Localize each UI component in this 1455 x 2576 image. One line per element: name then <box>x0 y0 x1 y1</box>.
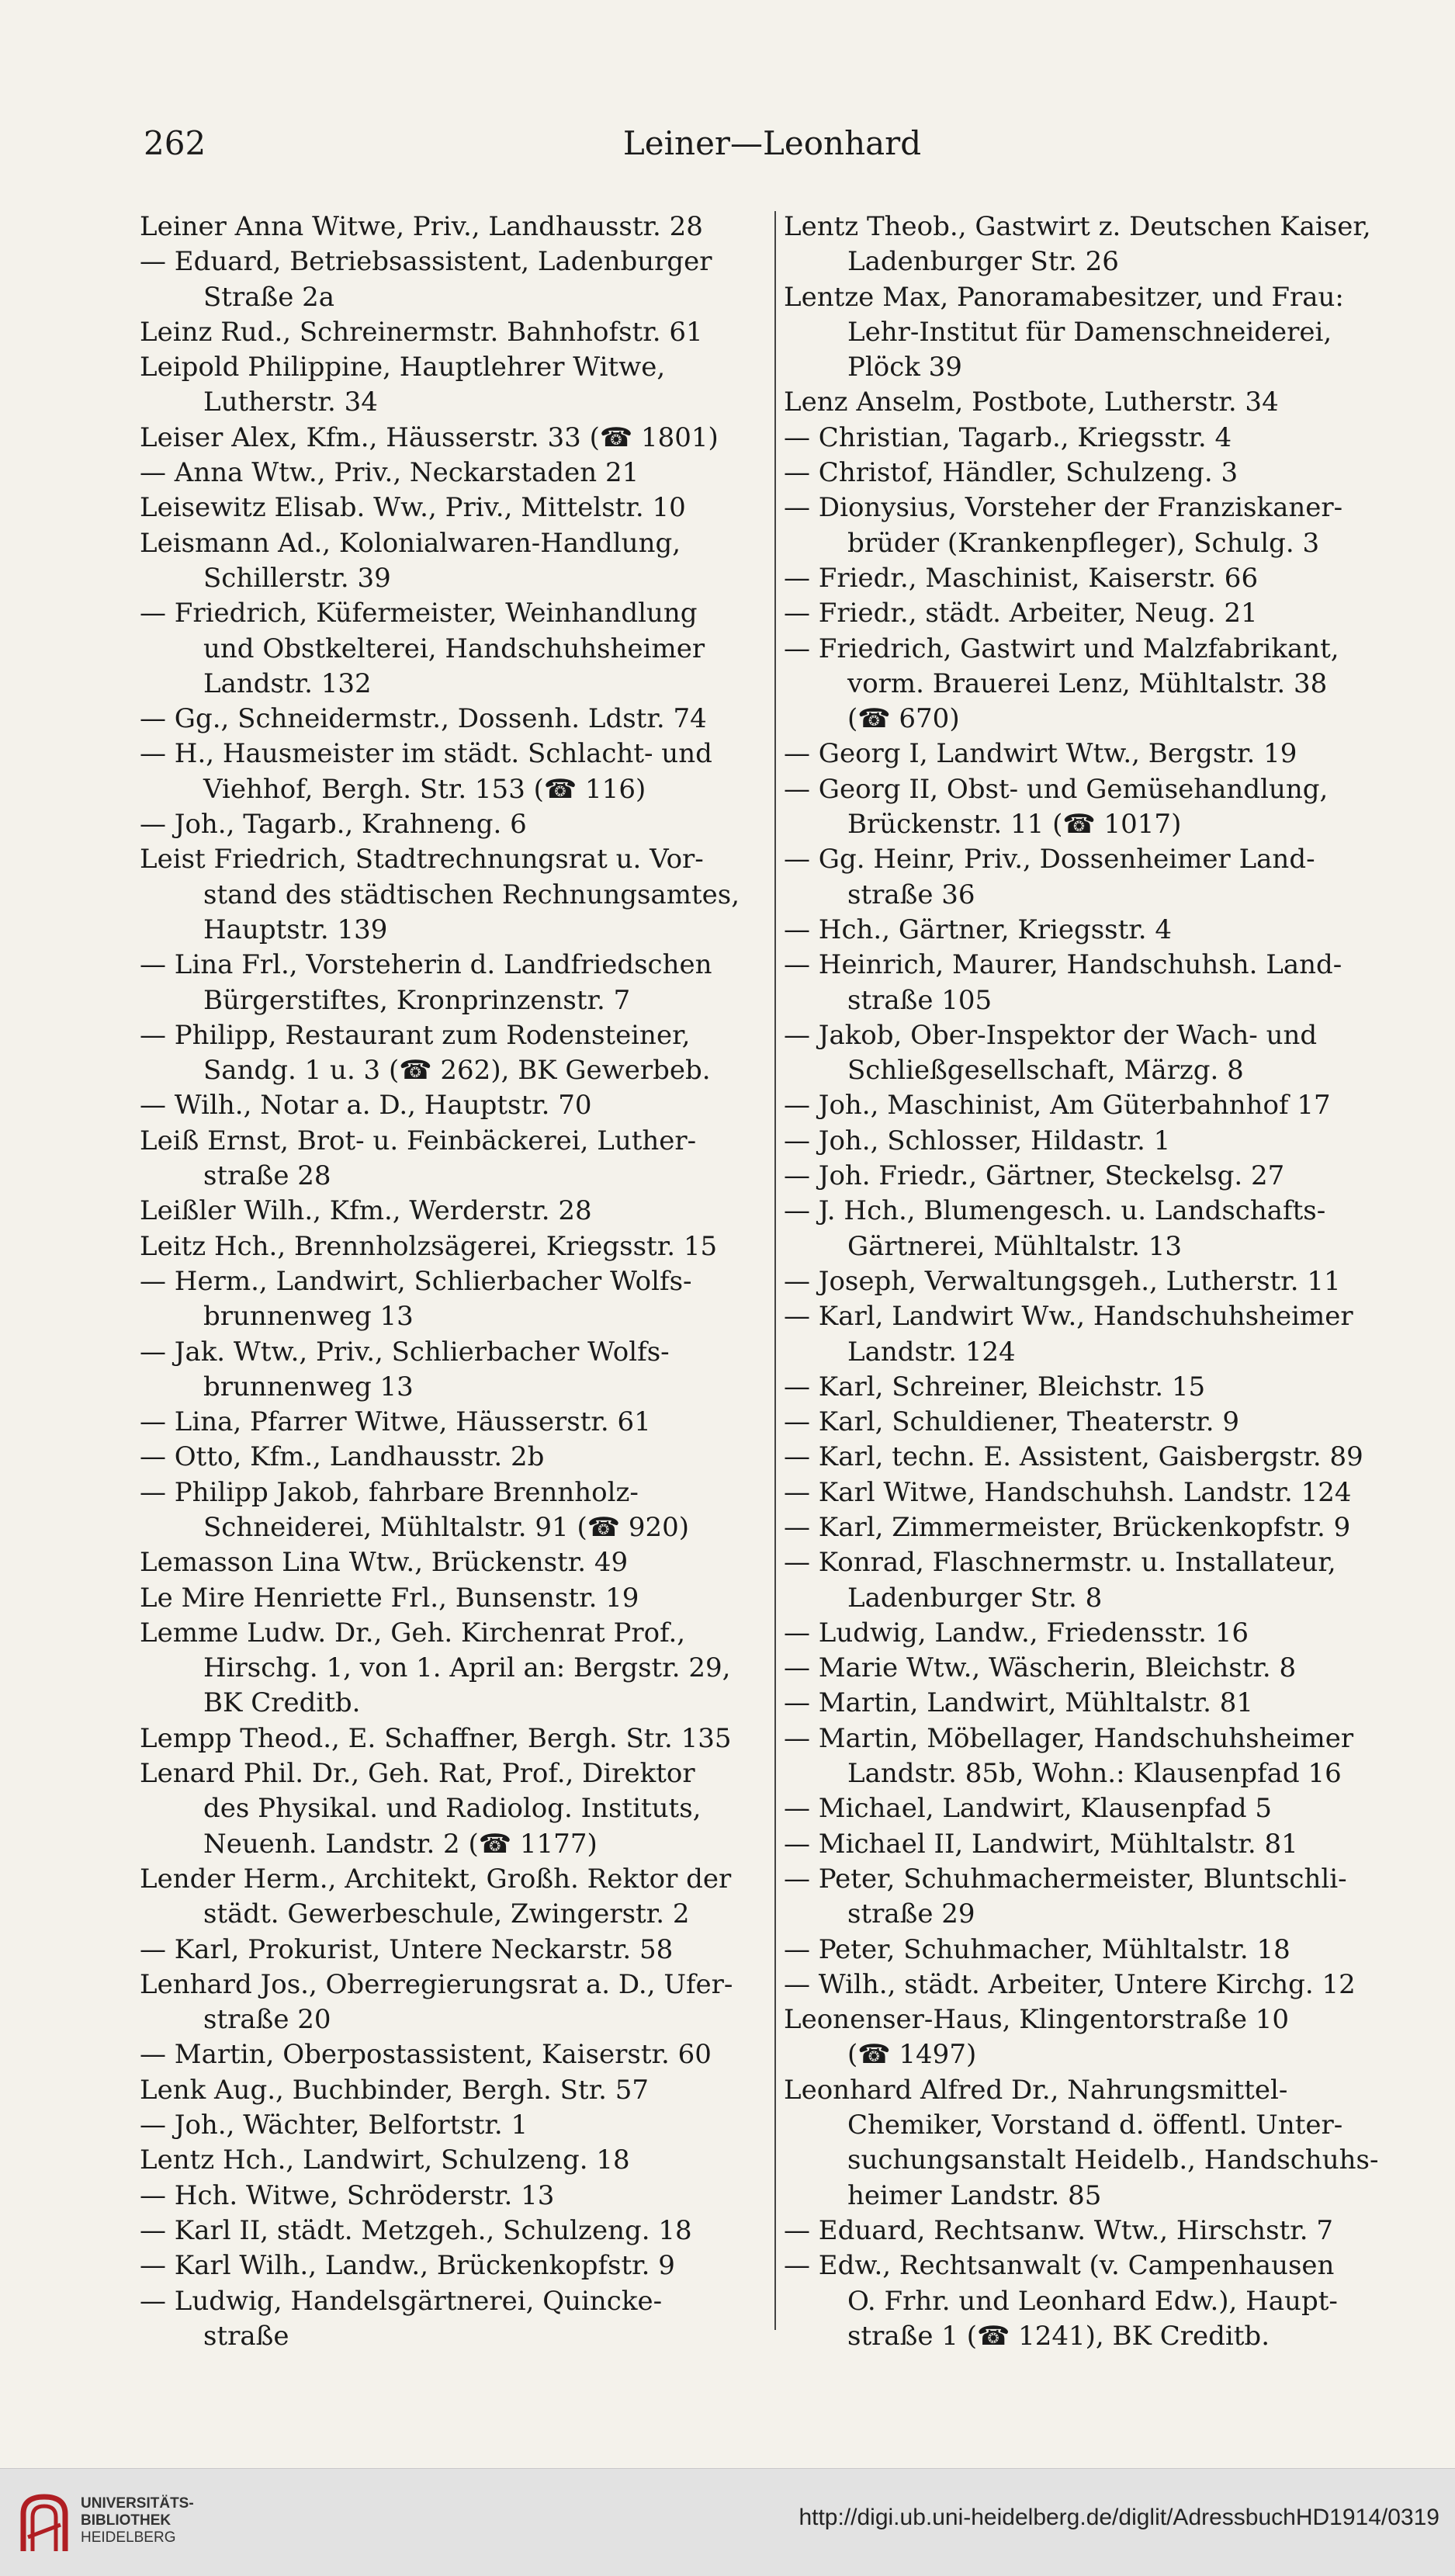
directory-entry-line: Le Mire Henriette Frl., Bunsenstr. 19 <box>140 1582 639 1614</box>
directory-entry-line: — Karl, Schreiner, Bleichstr. 15 <box>784 1371 1206 1402</box>
directory-entry-line: straße 1 (☎ 1241), BK Creditb. <box>847 2320 1270 2352</box>
left-column <box>140 210 768 2354</box>
directory-entry-line: Lenard Phil. Dr., Geh. Rat, Prof., Direktor <box>140 1758 695 1790</box>
directory-entry-line: — Joh., Wächter, Belfortstr. 1 <box>140 2110 528 2141</box>
directory-entry-line: — Marie Wtw., Wäscherin, Bleichstr. 8 <box>784 1652 1297 1684</box>
directory-entry-line: — Martin, Oberpostassistent, Kaiserstr. 60 <box>140 2039 712 2071</box>
directory-entry-line: Plöck 39 <box>847 352 962 383</box>
directory-entry-line: — Wilh., Notar a. D., Hauptstr. 70 <box>140 1090 592 1122</box>
directory-entry-line: Leismann Ad., Kolonialwaren-Handlung, <box>140 527 681 559</box>
directory-entry-line: — J. Hch., Blumengesch. u. Landschafts- <box>784 1195 1326 1227</box>
directory-entry-line: — Hch. Witwe, Schröderstr. 13 <box>140 2179 555 2211</box>
directory-entry-line: — Martin, Landwirt, Mühltalstr. 81 <box>784 1687 1254 1719</box>
directory-entry-line: — Ludwig, Handelsgärtnerei, Quincke- <box>140 2285 663 2317</box>
directory-entry-line: — Georg I, Landwirt Wtw., Bergstr. 19 <box>784 738 1297 770</box>
footer-bar <box>0 2468 1455 2576</box>
directory-entry-line: Lemasson Lina Wtw., Brückenstr. 49 <box>140 1547 629 1579</box>
right-column <box>784 210 1405 2354</box>
directory-entry-line: — Dionysius, Vorsteher der Franziskaner- <box>784 492 1343 524</box>
directory-entry-line: Landstr. 85b, Wohn.: Klausenpfad 16 <box>847 1758 1342 1790</box>
directory-entry-line: Lenk Aug., Buchbinder, Bergh. Str. 57 <box>140 2074 650 2106</box>
directory-entry-line: — Gg. Heinr, Priv., Dossenheimer Land- <box>784 844 1315 875</box>
directory-entry-line: — Lina, Pfarrer Witwe, Häusserstr. 61 <box>140 1406 651 1438</box>
directory-entry-line: — Ludwig, Landw., Friedensstr. 16 <box>784 1617 1249 1649</box>
directory-entry-line: Leiß Ernst, Brot- u. Feinbäckerei, Luther- <box>140 1125 697 1156</box>
directory-entry-line: — Georg II, Obst- und Gemüsehandlung, <box>784 773 1329 805</box>
directory-entry-line: — Anna Wtw., Priv., Neckarstaden 21 <box>140 457 639 489</box>
directory-entry-line: straße 105 <box>847 984 993 1016</box>
directory-entry-line: — Karl, Zimmermeister, Brückenkopfstr. 9 <box>784 1511 1351 1543</box>
directory-entry-line: — Christof, Händler, Schulzeng. 3 <box>784 457 1238 489</box>
directory-entry-line: Lender Herm., Architekt, Großh. Rektor der <box>140 1863 732 1895</box>
directory-entry-line: und Obstkelterei, Handschuhsheimer <box>203 633 705 664</box>
directory-entry-line: straße 29 <box>847 1898 975 1930</box>
directory-entry-line: (☎ 670) <box>847 703 960 735</box>
directory-entry-line: brunnenweg 13 <box>203 1371 414 1402</box>
directory-entry-line: — Karl II, städt. Metzgeh., Schulzeng. 18 <box>140 2214 692 2246</box>
directory-entry-line: Leiner Anna Witwe, Priv., Landhausstr. 28 <box>140 211 703 242</box>
directory-entry-line: — Friedr., städt. Arbeiter, Neug. 21 <box>784 598 1258 629</box>
directory-entry-line: Bürgerstiftes, Kronprinzenstr. 7 <box>203 984 631 1016</box>
directory-entry-line: Leist Friedrich, Stadtrechnungsrat u. Vor- <box>140 844 704 875</box>
logo-line: HEIDELBERG <box>81 2529 176 2546</box>
directory-entry-line: — Friedrich, Küfermeister, Weinhandlung <box>140 598 698 629</box>
directory-entry-line: heimer Landstr. 85 <box>847 2179 1102 2211</box>
directory-entry-line: Hirschg. 1, von 1. April an: Bergstr. 29, <box>203 1652 731 1684</box>
directory-entry-line: — Karl, techn. E. Assistent, Gaisbergstr. 89 <box>784 1441 1363 1473</box>
directory-entry-line: Leonenser-Haus, Klingentorstraße 10 <box>784 2004 1290 2036</box>
directory-entry-line: Lenhard Jos., Oberregierungsrat a. D., Ufer- <box>140 1968 733 2000</box>
directory-entry-line: — Jak. Wtw., Priv., Schlierbacher Wolfs- <box>140 1336 670 1368</box>
source-url-link[interactable]: http://digi.ub.uni-heidelberg.de/diglit/AdressbuchHD1914/0319 <box>799 2505 1439 2530</box>
directory-entry-line: Schneiderei, Mühltalstr. 91 (☎ 920) <box>203 1511 690 1543</box>
directory-entry-line: — Eduard, Rechtsanw. Wtw., Hirschstr. 7 <box>784 2214 1333 2246</box>
directory-entry-line: vorm. Brauerei Lenz, Mühltalstr. 38 <box>847 667 1328 699</box>
directory-entry-line: Leisewitz Elisab. Ww., Priv., Mittelstr. 10 <box>140 492 686 524</box>
directory-entry-line: Lenz Anselm, Postbote, Lutherstr. 34 <box>784 387 1279 418</box>
library-logo-text[interactable] <box>81 2495 194 2547</box>
directory-entry-line: Hauptstr. 139 <box>203 914 388 945</box>
directory-entry-line: — Edw., Rechtsanwalt (v. Campenhausen <box>784 2250 1335 2282</box>
directory-entry-line: Ladenburger Str. 26 <box>847 246 1119 278</box>
logo-line: BIBLIOTHEK <box>81 2512 171 2529</box>
directory-entry-line: — Joseph, Verwaltungsgeh., Lutherstr. 11 <box>784 1265 1341 1297</box>
directory-entry-line: — Christian, Tagarb., Kriegsstr. 4 <box>784 421 1232 453</box>
directory-entry-line: — Karl Wilh., Landw., Brückenkopfstr. 9 <box>140 2250 675 2282</box>
directory-entry-line: — Karl, Landwirt Ww., Handschuhsheimer <box>784 1301 1353 1333</box>
directory-entry-line: Landstr. 132 <box>203 667 372 699</box>
directory-entry-line: straße <box>203 2320 289 2352</box>
directory-entry-line: (☎ 1497) <box>847 2039 977 2071</box>
directory-entry-line: städt. Gewerbeschule, Zwingerstr. 2 <box>203 1898 690 1930</box>
directory-entry-line: Lutherstr. 34 <box>203 387 378 418</box>
directory-entry-line: — Otto, Kfm., Landhausstr. 2b <box>140 1441 545 1473</box>
directory-entry-line: — Heinrich, Maurer, Handschuhsh. Land- <box>784 949 1342 981</box>
directory-entry-line: BK Creditb. <box>203 1687 361 1719</box>
directory-entry-line: — Konrad, Flaschnermstr. u. Installateur, <box>784 1547 1336 1579</box>
directory-entry-line: — Herm., Landwirt, Schlierbacher Wolfs- <box>140 1265 692 1297</box>
directory-entry-line: stand des städtischen Rechnungsamtes, <box>203 879 740 910</box>
directory-entry-line: Leißler Wilh., Kfm., Werderstr. 28 <box>140 1195 592 1227</box>
directory-entry-line: Lentz Hch., Landwirt, Schulzeng. 18 <box>140 2144 630 2176</box>
directory-entry-line: — Hch., Gärtner, Kriegsstr. 4 <box>784 914 1173 945</box>
directory-entry-line: — Michael, Landwirt, Klausenpfad 5 <box>784 1793 1273 1825</box>
directory-entry-line: — Lina Frl., Vorsteherin d. Landfriedschen <box>140 949 712 981</box>
directory-entry-line: — Karl, Schuldiener, Theaterstr. 9 <box>784 1406 1240 1438</box>
directory-entry-line: — Eduard, Betriebsassistent, Ladenburger <box>140 246 712 278</box>
directory-entry-line: — Philipp Jakob, fahrbare Brennholz- <box>140 1476 639 1508</box>
running-title: Leiner—Leonhard <box>622 124 922 162</box>
page-header <box>144 124 1401 171</box>
directory-entry-line: — Michael II, Landwirt, Mühltalstr. 81 <box>784 1828 1298 1860</box>
directory-entry-line: — Gg., Schneidermstr., Dossenh. Ldstr. 74 <box>140 703 707 735</box>
directory-entry-line: Leitz Hch., Brennholzsägerei, Kriegsstr. 15 <box>140 1230 718 1262</box>
directory-entry-line: straße 36 <box>847 879 975 910</box>
directory-entry-line: — Joh., Tagarb., Krahneng. 6 <box>140 809 527 841</box>
directory-entry-line: — H., Hausmeister im städt. Schlacht- und <box>140 738 712 770</box>
directory-entry-line: straße 28 <box>203 1160 331 1192</box>
directory-entry-line: — Jakob, Ober-Inspektor der Wach- und <box>784 1019 1318 1051</box>
directory-entry-line: — Karl Witwe, Handschuhsh. Landstr. 124 <box>784 1476 1352 1508</box>
directory-entry-line: Schillerstr. 39 <box>203 562 391 594</box>
directory-entry-line: — Joh., Maschinist, Am Güterbahnhof 17 <box>784 1090 1331 1122</box>
directory-entry-line: Leipold Philippine, Hauptlehrer Witwe, <box>140 352 666 383</box>
directory-entry-line: Leonhard Alfred Dr., Nahrungsmittel- <box>784 2074 1288 2106</box>
directory-entry-line: — Peter, Schuhmachermeister, Bluntschli- <box>784 1863 1347 1895</box>
directory-entry-line: Brückenstr. 11 (☎ 1017) <box>847 809 1182 841</box>
directory-entry-line: Lemme Ludw. Dr., Geh. Kirchenrat Prof., <box>140 1617 686 1649</box>
column-divider <box>774 211 776 2330</box>
directory-entry-line: Ladenburger Str. 8 <box>847 1582 1103 1614</box>
directory-entry-line: Chemiker, Vorstand d. öffentl. Unter- <box>847 2110 1343 2141</box>
directory-entry-line: — Friedrich, Gastwirt und Malzfabrikant, <box>784 633 1339 664</box>
directory-entry-line: — Martin, Möbellager, Handschuhsheimer <box>784 1722 1354 1754</box>
directory-entry-line: brüder (Krankenpfleger), Schulg. 3 <box>847 527 1320 559</box>
directory-entry-line: Neuenh. Landstr. 2 (☎ 1177) <box>203 1828 598 1860</box>
directory-entry-line: Viehhof, Bergh. Str. 153 (☎ 116) <box>203 773 646 805</box>
directory-entry-line: brunnenweg 13 <box>203 1301 414 1333</box>
directory-entry-line: Leiser Alex, Kfm., Häusserstr. 33 (☎ 1801) <box>140 421 719 453</box>
university-seal-icon[interactable] <box>17 2491 71 2557</box>
directory-entry-line: — Philipp, Restaurant zum Rodensteiner, <box>140 1019 691 1051</box>
directory-entry-line: Lentz Theob., Gastwirt z. Deutschen Kaiser, <box>784 211 1371 242</box>
logo-line: UNIVERSITÄTS- <box>81 2495 194 2512</box>
directory-entry-line: — Wilh., städt. Arbeiter, Untere Kirchg. 12 <box>784 1968 1356 2000</box>
directory-entry-line: Sandg. 1 u. 3 (☎ 262), BK Gewerbeb. <box>203 1055 711 1087</box>
directory-entry-line: Schließgesellschaft, Märzg. 8 <box>847 1055 1244 1087</box>
directory-entry-line: — Joh., Schlosser, Hildastr. 1 <box>784 1125 1171 1156</box>
directory-entry-line: Straße 2a <box>203 281 335 313</box>
directory-entry-line: Lehr-Institut für Damenschneiderei, <box>847 316 1332 348</box>
directory-entry-line: Lempp Theod., E. Schaffner, Bergh. Str. 135 <box>140 1722 732 1754</box>
directory-entry-line: des Physikal. und Radiolog. Instituts, <box>203 1793 702 1825</box>
page-number: 262 <box>144 124 206 162</box>
directory-entry-line: Gärtnerei, Mühltalstr. 13 <box>847 1230 1183 1262</box>
directory-entry-line: — Peter, Schuhmacher, Mühltalstr. 18 <box>784 1933 1290 1965</box>
directory-entry-line: — Joh. Friedr., Gärtner, Steckelsg. 27 <box>784 1160 1285 1192</box>
directory-entry-line: Landstr. 124 <box>847 1336 1016 1368</box>
directory-entry-line: — Karl, Prokurist, Untere Neckarstr. 58 <box>140 1933 674 1965</box>
directory-entry-line: suchungsanstalt Heidelb., Handschuhs- <box>847 2144 1379 2176</box>
directory-entry-line: — Friedr., Maschinist, Kaiserstr. 66 <box>784 562 1259 594</box>
directory-entry-line: O. Frhr. und Leonhard Edw.), Haupt- <box>847 2285 1338 2317</box>
directory-entry-line: Lentze Max, Panoramabesitzer, und Frau: <box>784 281 1344 313</box>
directory-entry-line: Leinz Rud., Schreinermstr. Bahnhofstr. 61 <box>140 316 703 348</box>
directory-entry-line: straße 20 <box>203 2004 331 2036</box>
